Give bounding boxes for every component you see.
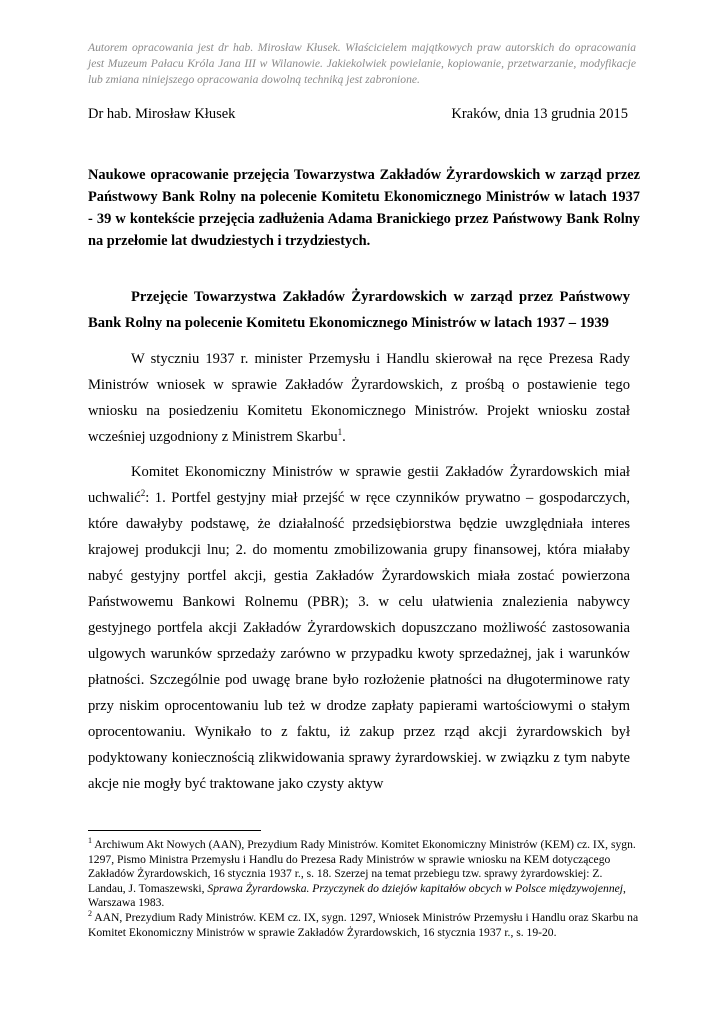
section-title: Przejęcie Towarzystwa Zakładów Żyrardowskich w zarząd przez Państwowy Bank Rolny na polecenie Komitetu Ekonomicznego Ministrów w latach 1937 – 1939: [88, 289, 630, 331]
footnote-1-mark: 1: [88, 836, 92, 846]
footnote-1-text: Archiwum Akt Nowych (AAN), Prezydium Rady Ministrów. Komitet Ekonomiczny Ministrów (KEM) cz. IX, sygn. 1297, Pismo Ministra Przemysłu i Handlu do Prezesa Rady Ministrów w sprawie wniosku na KEM dotyczącego Zakładów Żyrardowskich, 16 stycznia 1937 r., s. 18. Szerzej na temat przebiegu tzw. sprawy żyrardowskiej: Z. Landau, J. Tomaszewski,: [88, 838, 636, 895]
paragraph-2: [88, 459, 630, 797]
footnotes: [88, 838, 640, 940]
footnote-separator: [88, 830, 261, 831]
place-and-date: Kraków, dnia 13 grudnia 2015: [451, 106, 628, 122]
footnote-2: [88, 911, 640, 940]
footnote-2-mark: 2: [88, 909, 92, 919]
paragraph-1-text: W styczniu 1937 r. minister Przemysłu i Handlu skierował na ręce Prezesa Rady Ministrów wniosek w sprawie Zakładów Żyrardowskich, z prośbą o postawienie tego wniosku na posiedzeniu Komitetu Ekonomicznego Ministrów. Projekt wniosku został wcześniej uzgodniony z Ministrem Skarbu: [88, 351, 630, 445]
paragraph-2-text: : 1. Portfel gestyjny miał przejść w ręce czynników prywatno – gospodarczych, które dawałyby podstawę, że działalność przedsiębiorstwa będzie uwzględniała interes krajowej produkcji lnu; 2. do momentu zmobilizowania grupy finansowej, która miałaby nabyć gestyjny portfel akcji, gestia Zakładów Żyrardowskich miała zostać powierzona Państwowemu Bankowi Rolnemu (PBR); 3. w celu ułatwienia znalezienia nabywcy gestyjnego portfela akcji Zakładów Żyrardowskich dopuszczano możliwość zastosowania ulgowych warunków sprzedaży zarówno w przypadku kwoty sprzedażnej, jak i warunków płatności. Szczególnie pod uwagę brane było rozłożenie płatności na długoterminowe raty przy niskim oprocentowaniu lub też w drodze zapłaty papierami wartościowymi o stałym oprocentowaniu. Wynikało to z faktu, iż zakup przez rząd akcji żyrardowskich był podyktowany koniecznością zlikwidowania sprawy żyrardowskiej. w związku z tym nabyte akcje nie mogły być traktowane jako czysty aktyw: [88, 490, 630, 792]
author-name: Dr hab. Mirosław Kłusek: [88, 106, 236, 122]
paragraph-2-start: Komitet Ekonomiczny Ministrów w sprawie gestii Zakładów Żyrardowskich miał uchwalić: [88, 464, 630, 506]
footnote-reference-1: 1: [337, 427, 343, 438]
paragraph-1-end: .: [342, 429, 346, 445]
footnote-2-text: AAN, Prezydium Rady Ministrów. KEM cz. IX, sygn. 1297, Wniosek Ministrów Przemysłu i Handlu oraz Skarbu na Komitet Ekonomiczny Ministrów w sprawie Zakładów Żyrardowskich, 16 stycznia 1937 r., s. 19-20.: [88, 910, 639, 939]
paragraph-1: [88, 346, 630, 450]
footnote-1-title: Sprawa Żyrardowska. Przyczynek do dziejów kapitałów obcych w Polsce międzywojennej: [207, 881, 623, 895]
copyright-notice: Autorem opracowania jest dr hab. Mirosław Kłusek. Właścicielem majątkowych praw autorskich do opracowania jest Muzeum Pałacu Króla Jana III w Wilanowie. Jakiekolwiek powielanie, kopiowanie, przetwarzanie, modyfikacje lub zmiana niniejszego opracowania dowolną techniką jest zabronione.: [88, 41, 636, 86]
footnote-reference-2: 2: [140, 488, 146, 499]
footnote-1-end: , Warszawa 1983.: [88, 881, 626, 910]
main-title: Naukowe opracowanie przejęcia Towarzystwa Zakładów Żyrardowskich w zarząd przez Państwowy Bank Rolny na polecenie Komitetu Ekonomicznego Ministrów w latach 1937 - 39 w kontekście przejęcia zadłużenia Adama Branickiego przez Państwowy Bank Rolny na przełomie lat dwudziestych i trzydziestych.: [88, 167, 640, 249]
document-header: [88, 105, 636, 125]
footnote-1: [88, 838, 640, 911]
